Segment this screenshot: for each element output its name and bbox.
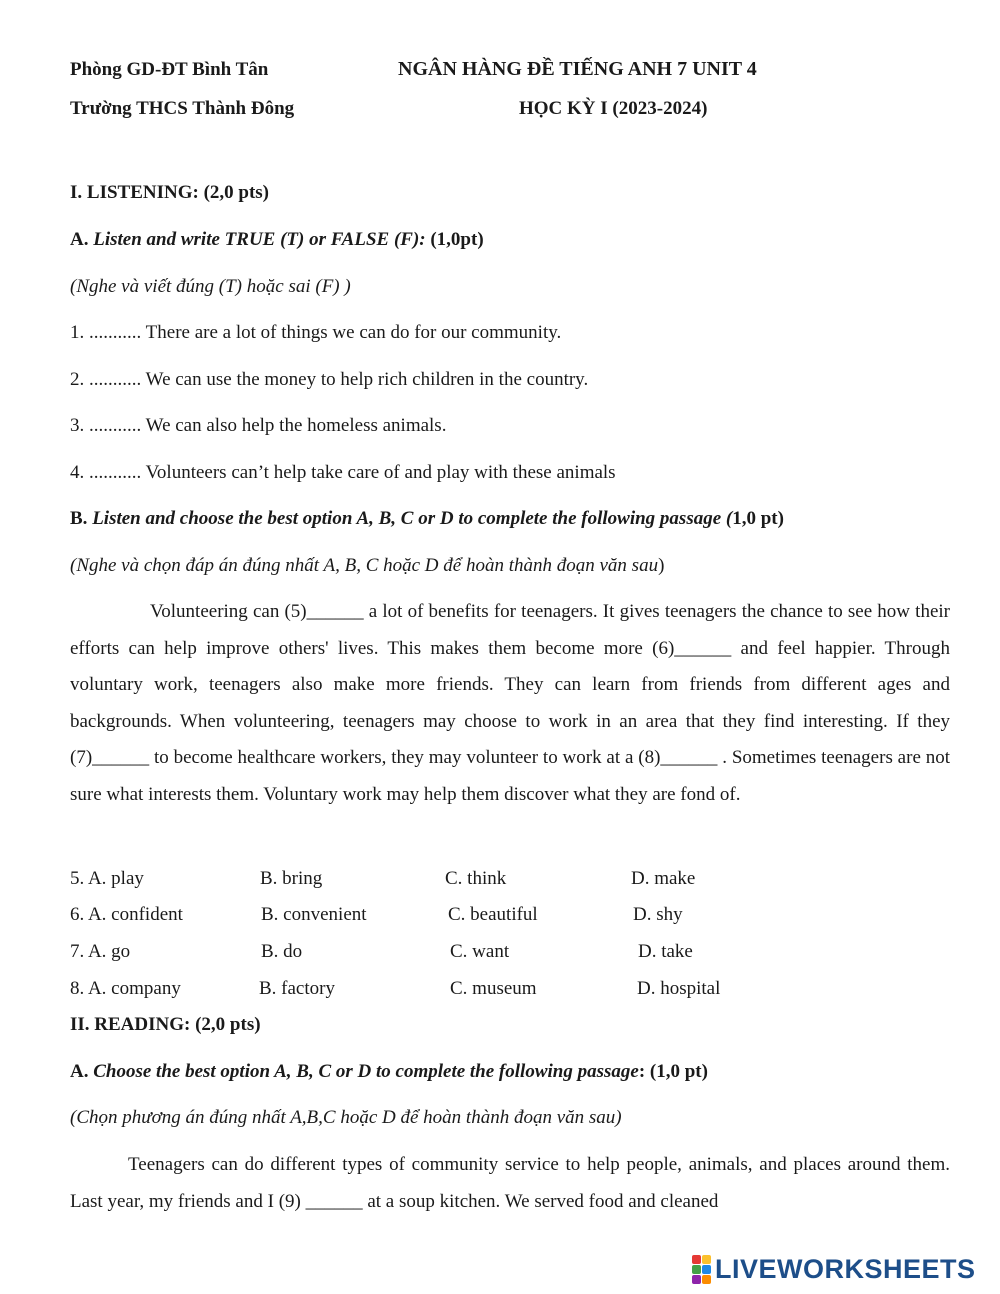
option: C. think [445, 868, 507, 889]
option: B. factory [259, 978, 335, 999]
tf-item-1: 1. ........... There are a lot of things we can do for our community. [70, 322, 562, 343]
tf-item-4: 4. ........... Volunteers can’t help take care of and play with these animals [70, 462, 616, 483]
tf-item-3: 3. ........... We can also help the homeless animals. [70, 415, 447, 436]
option: C. beautiful [448, 904, 538, 925]
liveworksheets-logo-icon [692, 1255, 711, 1284]
part-label: B. [70, 508, 88, 529]
option: B. bring [260, 868, 323, 889]
section-reading-heading: II. READING: (2,0 pts) [70, 1014, 261, 1035]
part-instruction: Listen and write TRUE (T) or FALSE (F): [93, 229, 426, 250]
listening-passage: Volunteering can (5)______ a lot of benefits for teenagers. It gives teenagers the chance to see how their efforts can help improve others' lives. This makes them become more (6)______ and feel happier. Through voluntary work, teenagers also make more friends. They can learn from friends from different ages and backgrounds. When volunteering, teenagers may choose to work in an area that they find interesting. If they (7)______ to become healthcare workers, they may volunteer to work at a (8)______ . Sometimes teenagers are not sure what interests them. Voluntary work may help them discover what they are fond of. [70, 601, 950, 805]
listening-part-b-heading [70, 508, 784, 530]
listening-part-b-translation: (Nghe và chọn đáp án đúng nhất A, B, C hoặc D để hoàn thành đoạn văn sau) [70, 555, 665, 576]
tf-item-2: 2. ........... We can use the money to help rich children in the country. [70, 369, 589, 390]
option: C. museum [450, 978, 537, 999]
liveworksheets-watermark [692, 1254, 976, 1284]
reading-part-a-heading [70, 1061, 708, 1083]
reading-part-a-translation: (Chọn phương án đúng nhất A,B,C hoặc D để hoàn thành đoạn văn sau) [70, 1107, 622, 1128]
option: B. convenient [261, 904, 367, 925]
option: 5. A. play [70, 868, 144, 889]
part-points: : (1,0 pt) [638, 1061, 708, 1082]
part-instruction: Choose the best option A, B, C or D to complete the following passage [93, 1061, 639, 1082]
option: D. hospital [637, 978, 721, 999]
option: 8. A. company [70, 978, 181, 999]
section-listening-heading: I. LISTENING: (2,0 pts) [70, 182, 270, 203]
header-school: Trường THCS Thành Đông [70, 98, 295, 119]
listening-part-a-translation: (Nghe và viết đúng (T) hoặc sai (F) ) [70, 276, 351, 297]
watermark-text: LIVEWORKSHEETS [715, 1253, 976, 1284]
option: 7. A. go [70, 941, 131, 962]
option: B. do [261, 941, 303, 962]
option: C. want [450, 941, 510, 962]
header-department: Phòng GD-ĐT Bình Tân [70, 59, 269, 80]
part-label: A. [70, 1061, 89, 1082]
option: 6. A. confident [70, 904, 183, 925]
reading-passage: Teenagers can do different types of community service to help people, animals, and places around them. Last year, my friends and I (9) ______ at a soup kitchen. We served food and cleaned [70, 1154, 950, 1212]
header-semester: HỌC KỲ I (2023-2024) [519, 98, 708, 119]
part-instruction: Listen and choose the best option A, B, C or D to complete the following passage ( [92, 508, 733, 529]
option: D. make [631, 868, 696, 889]
part-points: (1,0pt) [430, 229, 484, 250]
part-label: A. [70, 229, 89, 250]
listening-part-a-heading [70, 229, 484, 251]
part-points: 1,0 pt) [732, 508, 784, 529]
option: D. shy [633, 904, 683, 925]
header-title: NGÂN HÀNG ĐỀ TIẾNG ANH 7 UNIT 4 [398, 58, 757, 80]
option: D. take [638, 941, 693, 962]
